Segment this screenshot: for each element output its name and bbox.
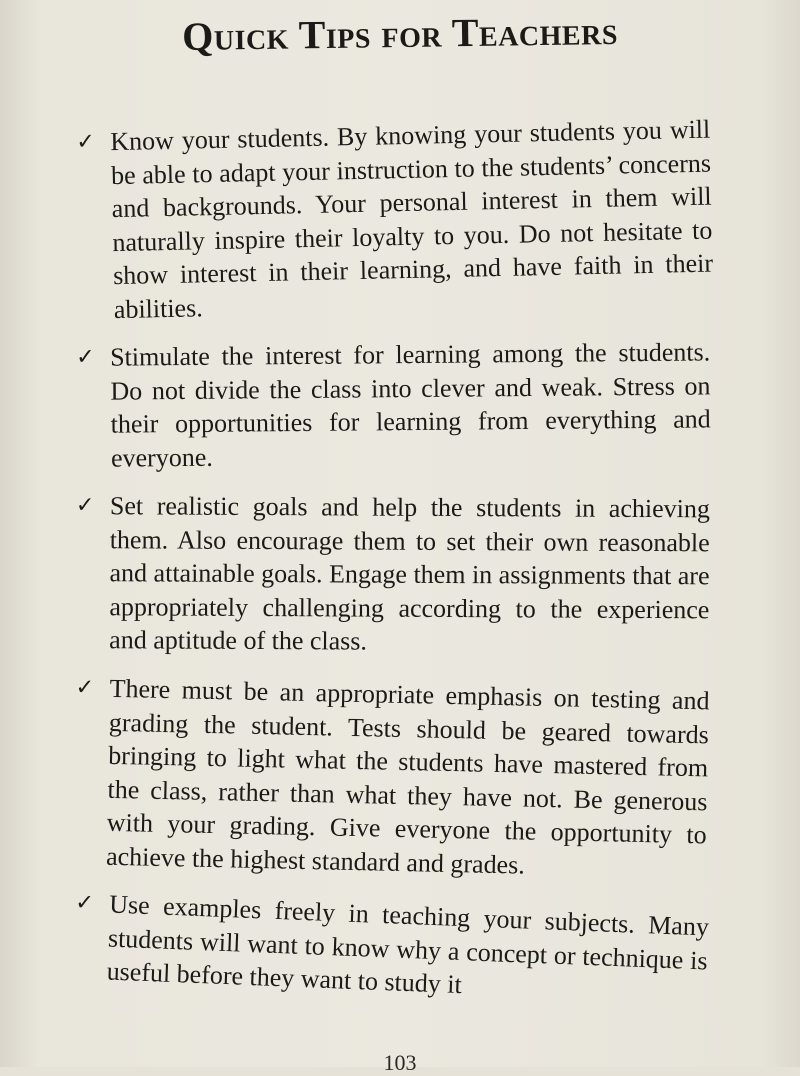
tip-text: Use examples freely in teaching your subjects. Many students will want to know why a concept or technique is useful before they want to study it [106, 889, 710, 999]
checkmark-icon: ✓ [76, 344, 95, 370]
tips-list [70, 114, 714, 1000]
checkmark-icon: ✓ [76, 129, 96, 155]
list-item [66, 671, 710, 885]
checkmark-icon: ✓ [75, 493, 95, 519]
checkmark-icon: ✓ [75, 674, 95, 701]
checkmark-icon: ✓ [74, 889, 95, 916]
list-item [70, 113, 714, 327]
list-item [66, 886, 709, 1011]
tip-text: Stimulate the interest for learning among the students. Do not divide the class into clever and weak. Stress on their opportunities for learning from everything and everyone. [110, 337, 711, 473]
list-item [70, 335, 711, 475]
list-item [69, 489, 710, 660]
tip-text: Know your students. By knowing your students you will be able to adapt your instruction to the students’ concerns and backgrounds. Your personal interest in them will naturally inspire their loyalty to you. Do not hesitate to show interest in their learning, and have faith in their abilities. [110, 114, 714, 324]
tip-text: There must be an appropriate emphasis on testing and grading the student. Tests should be geared towards bringing to light what the students have mastered from the class, rather than what they have not. Be generous with your grading. Give everyone the opportunity to achieve the highest standard and grades. [105, 673, 710, 879]
page-title: Quick Tips for Teachers [181, 7, 619, 60]
tip-text: Set realistic goals and help the students in achieving them. Also encourage them to set their own reasonable and attainable goals. Engage them in assignments that are appropriately challenging according to the experience and aptitude of the class. [109, 491, 710, 656]
page-number: 103 [383, 1050, 417, 1075]
